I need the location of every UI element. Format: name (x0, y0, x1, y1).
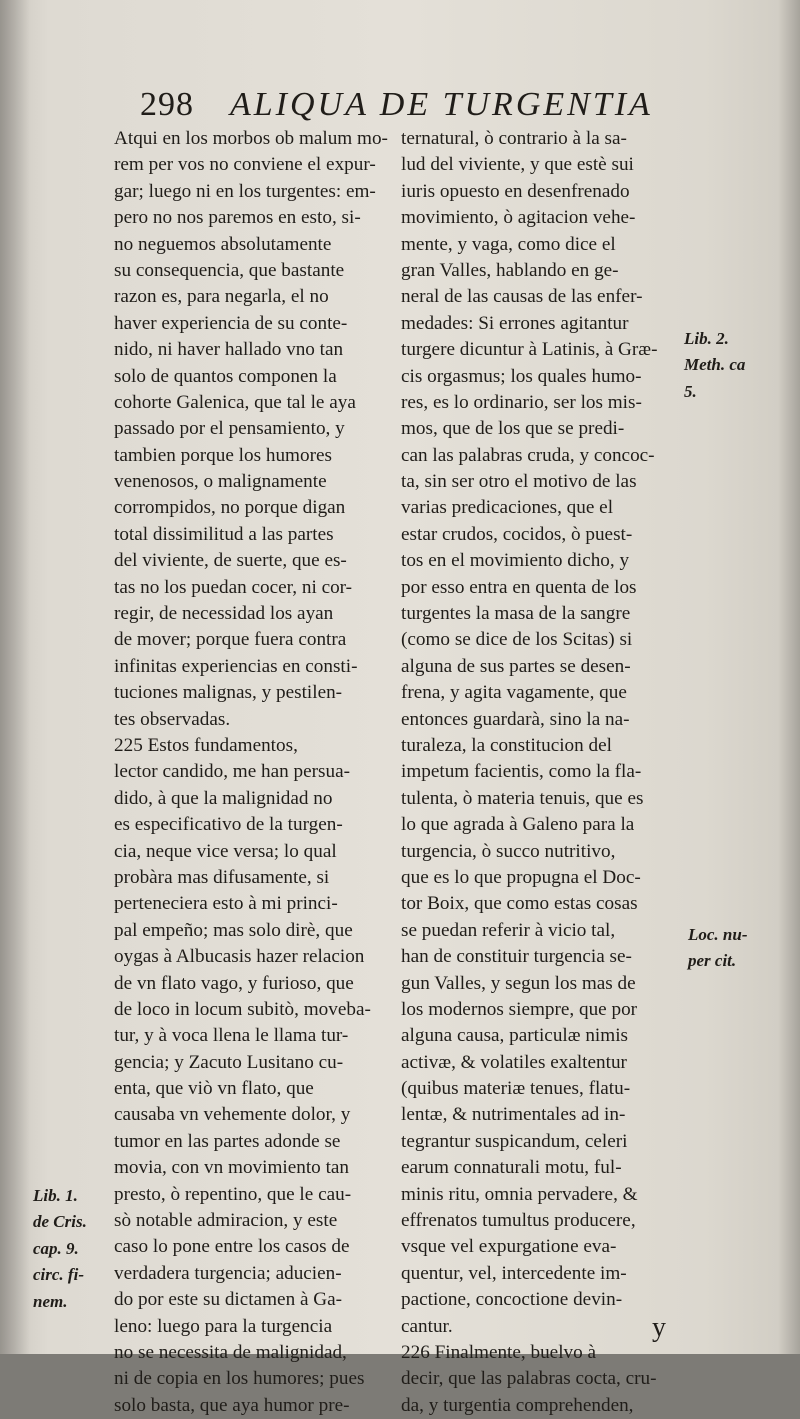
text-line: 226 Finalmente, buelvo à (401, 1341, 597, 1363)
running-title: ALIQUA DE TURGENTIA (230, 86, 653, 123)
margin-note-line: Meth. ca (684, 355, 746, 375)
text-line: effrenatos tumultus producere, (401, 1210, 636, 1232)
text-line: han de constituir turgencia se- (401, 946, 632, 968)
text-line: can las palabras cruda, y concoc- (401, 444, 655, 466)
text-line: gar; luego ni en los turgentes: em- (114, 180, 376, 202)
text-line: alguna causa, particulæ nimis (401, 1025, 628, 1047)
text-line: causaba vn vehemente dolor, y (114, 1104, 351, 1126)
text-line: entonces guardarà, sino la na- (401, 708, 630, 730)
text-line: corrompidos, no porque digan (114, 497, 346, 519)
text-line: lud del viviente, y que estè sui (401, 154, 634, 176)
text-line: lector candido, me han persua- (114, 761, 351, 783)
text-line: de vn flato vago, y furioso, que (114, 972, 354, 994)
text-line: res, es lo ordinario, ser los mis- (401, 391, 642, 413)
text-line: medades: Si errones agitantur (401, 312, 629, 334)
text-line: del viviente, de suerte, que es- (114, 550, 347, 572)
text-line: gencia; y Zacuto Lusitano cu- (114, 1051, 344, 1073)
text-line: caso lo pone entre los casos de (114, 1236, 350, 1258)
text-line: de loco in locum subitò, moveba- (114, 998, 371, 1020)
text-line: iuris opuesto en desenfrenado (401, 180, 630, 202)
text-line: alguna de sus partes se desen- (401, 655, 631, 677)
margin-note-line: de Cris. (33, 1212, 87, 1232)
text-line: tambien porque los humores (114, 444, 332, 466)
text-line: tor Boix, que como estas cosas (401, 893, 638, 915)
text-line: no neguemos absolutamente (114, 233, 332, 255)
text-line: haver experiencia de su conte- (114, 312, 348, 334)
text-line: varias predicaciones, que el (401, 497, 614, 519)
text-line: nido, ni haver hallado vno tan (114, 339, 344, 361)
text-line: los modernos siempre, que por (401, 998, 638, 1020)
text-line: Atqui en los morbos ob malum mo- (114, 128, 388, 149)
text-line: impetum facientis, como la fla- (401, 761, 642, 783)
margin-note-line: 5. (684, 381, 697, 401)
text-line: activæ, & volatiles exaltentur (401, 1051, 627, 1073)
margin-note-line: cap. 9. (33, 1238, 79, 1258)
text-line: turgere dicuntur à Latinis, à Græ- (401, 339, 658, 361)
margin-note-line: Loc. nu- (688, 925, 748, 944)
text-line: lo que agrada à Galeno para la (401, 814, 635, 836)
text-line: cantur. (401, 1315, 453, 1337)
text-line: pero no nos paremos en esto, si- (114, 207, 361, 229)
text-line: que es lo que propugna el Doc- (401, 866, 641, 888)
text-line: infinitas experiencias en consti- (114, 655, 358, 677)
text-line: rem per vos no conviene el expur- (114, 154, 376, 176)
text-line: de mover; porque fuera contra (114, 629, 347, 651)
page-edge-shadow-left (0, 0, 30, 1354)
text-line: earum connaturali motu, ful- (401, 1157, 622, 1179)
text-line: ta, sin ser otro el motivo de las (401, 471, 637, 493)
text-line: razon es, para negarla, el no (114, 286, 329, 308)
text-line: ternatural, ò contrario à la sa- (401, 128, 627, 149)
text-line: 225 Estos fundamentos, (114, 734, 298, 756)
text-line: tumor en las partes adonde se (114, 1130, 341, 1152)
page-header (140, 86, 653, 126)
page-number: 298 (140, 86, 194, 123)
text-line: total dissimilitud a las partes (114, 523, 334, 545)
text-line: quentur, vel, intercedente im- (401, 1262, 627, 1284)
text-line: cia, neque vice versa; lo qual (114, 840, 337, 862)
text-line: passado por el pensamiento, y (114, 418, 345, 440)
page-edge-shadow-right (778, 0, 800, 1354)
text-line: gun Valles, y segun los mas de (401, 972, 636, 994)
text-line: cohorte Galenica, que tal le aya (114, 391, 356, 413)
text-line: estar crudos, cocidos, ò puest- (401, 523, 633, 545)
text-line: minis ritu, omnia pervadere, & (401, 1183, 638, 1205)
text-line: cis orgasmus; los quales humo- (401, 365, 642, 387)
margin-note-top-right (684, 326, 764, 405)
text-line: turgencia, ò succo nutritivo, (401, 840, 616, 862)
text-line: ni de copia en los humores; pues (114, 1368, 365, 1390)
text-line: tos en el movimiento dicho, y (401, 550, 630, 572)
text-line: por esso entra en quenta de los (401, 576, 637, 598)
text-line: frena, y agita vagamente, que (401, 682, 627, 704)
text-line: decir, que las palabras cocta, cru- (401, 1368, 657, 1390)
text-line: (quibus materiæ tenues, flatu- (401, 1078, 631, 1100)
text-line: presto, ò repentino, que le cau- (114, 1183, 352, 1205)
text-line: mos, que de los que se predi- (401, 418, 625, 440)
text-line: verdadera turgencia; aducien- (114, 1262, 342, 1284)
text-line: da, y turgentia comprehenden, (401, 1394, 634, 1416)
margin-note-line: Lib. 1. (33, 1186, 78, 1205)
text-line: mente, y vaga, como dice el (401, 233, 616, 255)
margin-note-bottom-left (33, 1183, 113, 1315)
text-line: turgentes la masa de la sangre (401, 603, 631, 625)
text-line: su consequencia, que bastante (114, 259, 345, 281)
text-line: probàra mas difusamente, si (114, 866, 330, 888)
text-line: neral de las causas de las enfer- (401, 286, 643, 308)
text-line: dido, à que la malignidad no (114, 787, 333, 809)
text-line: movia, con vn movimiento tan (114, 1157, 350, 1179)
text-line: do por este su dictamen à Ga- (114, 1289, 343, 1311)
margin-note-mid-right (688, 922, 778, 975)
margin-note-line: per cit. (688, 951, 737, 971)
text-line: gran Valles, hablando en ge- (401, 259, 619, 281)
text-line: vsque vel expurgatione eva- (401, 1236, 617, 1258)
text-line: no se necessita de malignidad, (114, 1341, 347, 1363)
text-line: sò notable admiracion, y este (114, 1210, 338, 1232)
text-line: se puedan referir à vicio tal, (401, 919, 616, 941)
text-line: enta, que viò vn flato, que (114, 1078, 314, 1100)
text-line: tuciones malignas, y pestilen- (114, 682, 343, 704)
text-line: leno: luego para la turgencia (114, 1315, 333, 1337)
text-line: tur, y à voca llena le llama tur- (114, 1025, 349, 1047)
catchword: y (652, 1312, 666, 1343)
text-line: pal empeño; mas solo dirè, que (114, 919, 353, 941)
left-text-column (114, 126, 388, 1419)
margin-note-line: circ. fi- (33, 1265, 84, 1285)
text-line: tes observadas. (114, 708, 231, 730)
text-line: movimiento, ò agitacion vehe- (401, 207, 636, 229)
text-line: turaleza, la constitucion del (401, 734, 612, 756)
text-line: venenosos, o malignamente (114, 471, 327, 493)
margin-note-line: Lib. 2. (684, 329, 729, 348)
text-line: tegrantur suspicandum, celeri (401, 1130, 628, 1152)
text-line: regir, de necessidad los ayan (114, 603, 334, 625)
text-line: pactione, concoctione devin- (401, 1289, 623, 1311)
text-line: solo de quantos componen la (114, 365, 337, 387)
text-line: tulenta, ò materia tenuis, que es (401, 787, 644, 809)
text-line: perteneciera esto à mi princi- (114, 893, 338, 915)
right-text-column (401, 126, 678, 1419)
text-line: solo basta, que aya humor pre- (114, 1394, 350, 1416)
margin-note-line: nem. (33, 1291, 68, 1311)
text-line: oygas à Albucasis hazer relacion (114, 946, 365, 968)
text-line: tas no los puedan cocer, ni cor- (114, 576, 353, 598)
text-line: es especificativo de la turgen- (114, 814, 343, 836)
text-line: (como se dice de los Scitas) si (401, 629, 633, 651)
text-line: lentæ, & nutrimentales ad in- (401, 1104, 626, 1126)
